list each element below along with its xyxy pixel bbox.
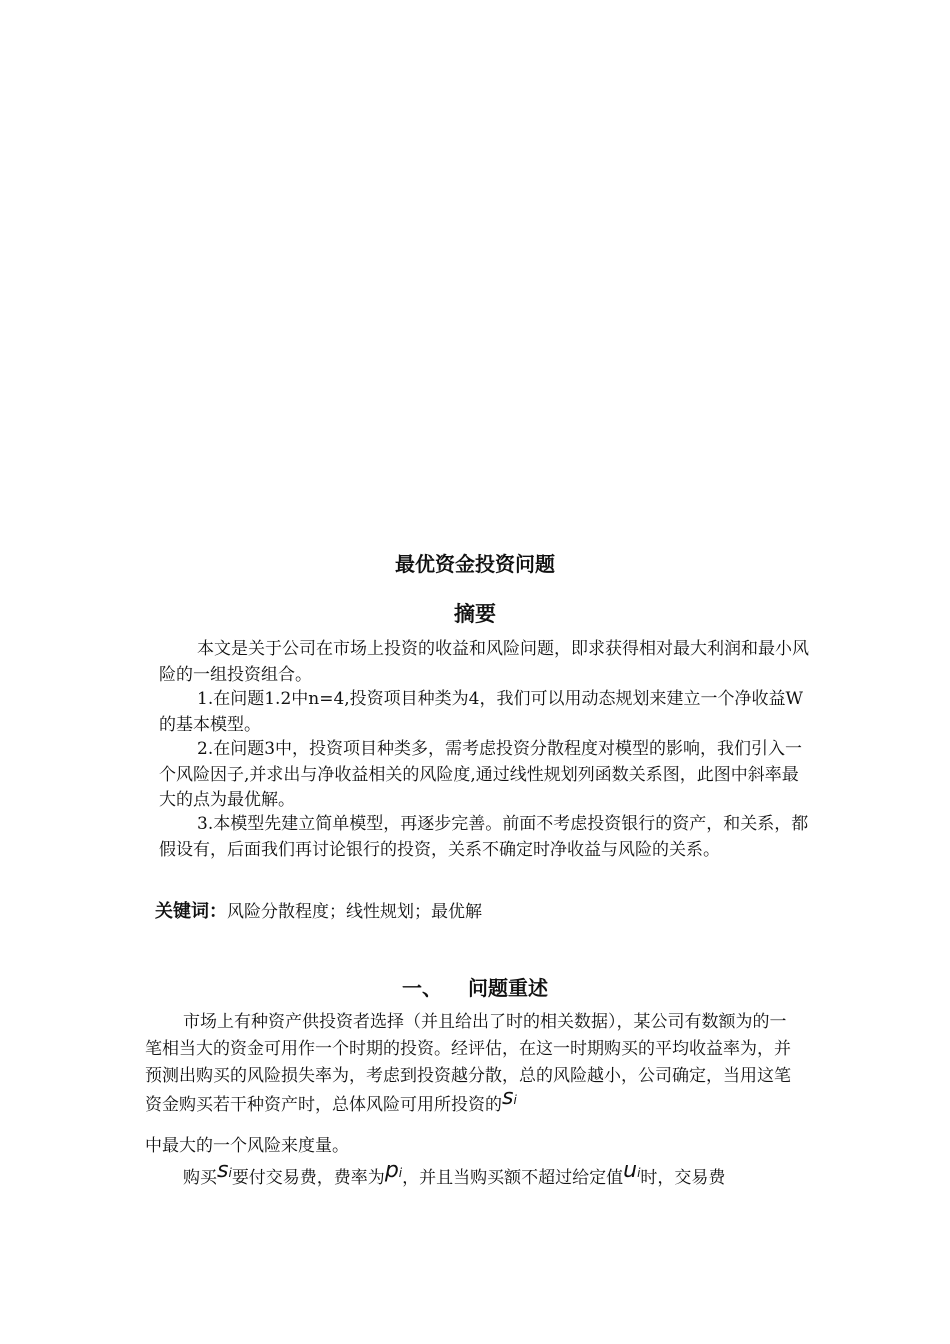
section-1-text-1-end: 中最大的一个风险来度量。 bbox=[145, 1136, 349, 1156]
abstract-text-3: 2.在问题3中，投资项目种类多，需考虑投资分散程度对模型的影响，我们引入一个风险因子,并求出与净收益相关的风险度,通过线性规划列函数关系图，此图中斜率最大的点为最优解。 bbox=[159, 739, 803, 810]
math-symbol-p: pi bbox=[384, 1158, 403, 1183]
abstract-paragraph-4 bbox=[159, 812, 809, 863]
section-1-paragraph-1-end bbox=[145, 1133, 800, 1160]
abstract-text-4: 3.本模型先建立简单模型，再逐步完善。前面不考虑投资银行的资产，和关系，都假设有，后面我们再讨论银行的投资，关系不确定时净收益与风险的关系。 bbox=[159, 814, 809, 860]
section-1-paragraph-1 bbox=[145, 1009, 800, 1120]
abstract-paragraph-1 bbox=[159, 637, 809, 688]
math-symbol-s-2: si bbox=[217, 1158, 232, 1183]
abstract-text-1: 本文是关于公司在市场上投资的收益和风险问题，即求获得相对最大利润和最小风险的一组投资组合。 bbox=[159, 639, 809, 685]
section-1-paragraph-2 bbox=[145, 1158, 800, 1193]
keywords-line bbox=[155, 899, 482, 925]
section-1-text-2a: 购买 bbox=[183, 1168, 217, 1188]
abstract-heading: 摘要 bbox=[454, 602, 496, 626]
keywords-label: 关键词： bbox=[155, 901, 227, 922]
section-1-text-2b: 要付交易费，费率为 bbox=[231, 1168, 385, 1188]
abstract-paragraph-3 bbox=[159, 737, 809, 814]
document-title: 最优资金投资问题 bbox=[395, 552, 555, 576]
section-1-text-1: 市场上有种资产供投资者选择（并且给出了时的相关数据），某公司有数额为的一笔相当大的资金可用作一个时期的投资。经评估，在这一时期购买的平均收益率为，并预测出购买的风险损失率为，考虑到投资越分散，总的风险越小，公司确定，当用这笔资金购买若干种资产时，总体风险可用所投资的 bbox=[145, 1012, 791, 1115]
section-title: 问题重述 bbox=[468, 976, 548, 1000]
abstract-paragraph-2 bbox=[159, 687, 809, 738]
math-symbol-u: ui bbox=[623, 1158, 641, 1183]
keywords-text: 风险分散程度；线性规划；最优解 bbox=[227, 902, 482, 922]
math-symbol-s: si bbox=[502, 1085, 517, 1110]
abstract-text-2: 1.在问题1.2中n=4,投资项目种类为4，我们可以用动态规划来建立一个净收益W的基本模型。 bbox=[159, 689, 803, 735]
section-number: 一、 bbox=[402, 976, 442, 1000]
section-1-heading bbox=[0, 972, 950, 1001]
section-1-text-2d: 时，交易费 bbox=[640, 1168, 726, 1188]
section-1-text-2c: ，并且当购买额不超过给定值 bbox=[402, 1168, 624, 1188]
